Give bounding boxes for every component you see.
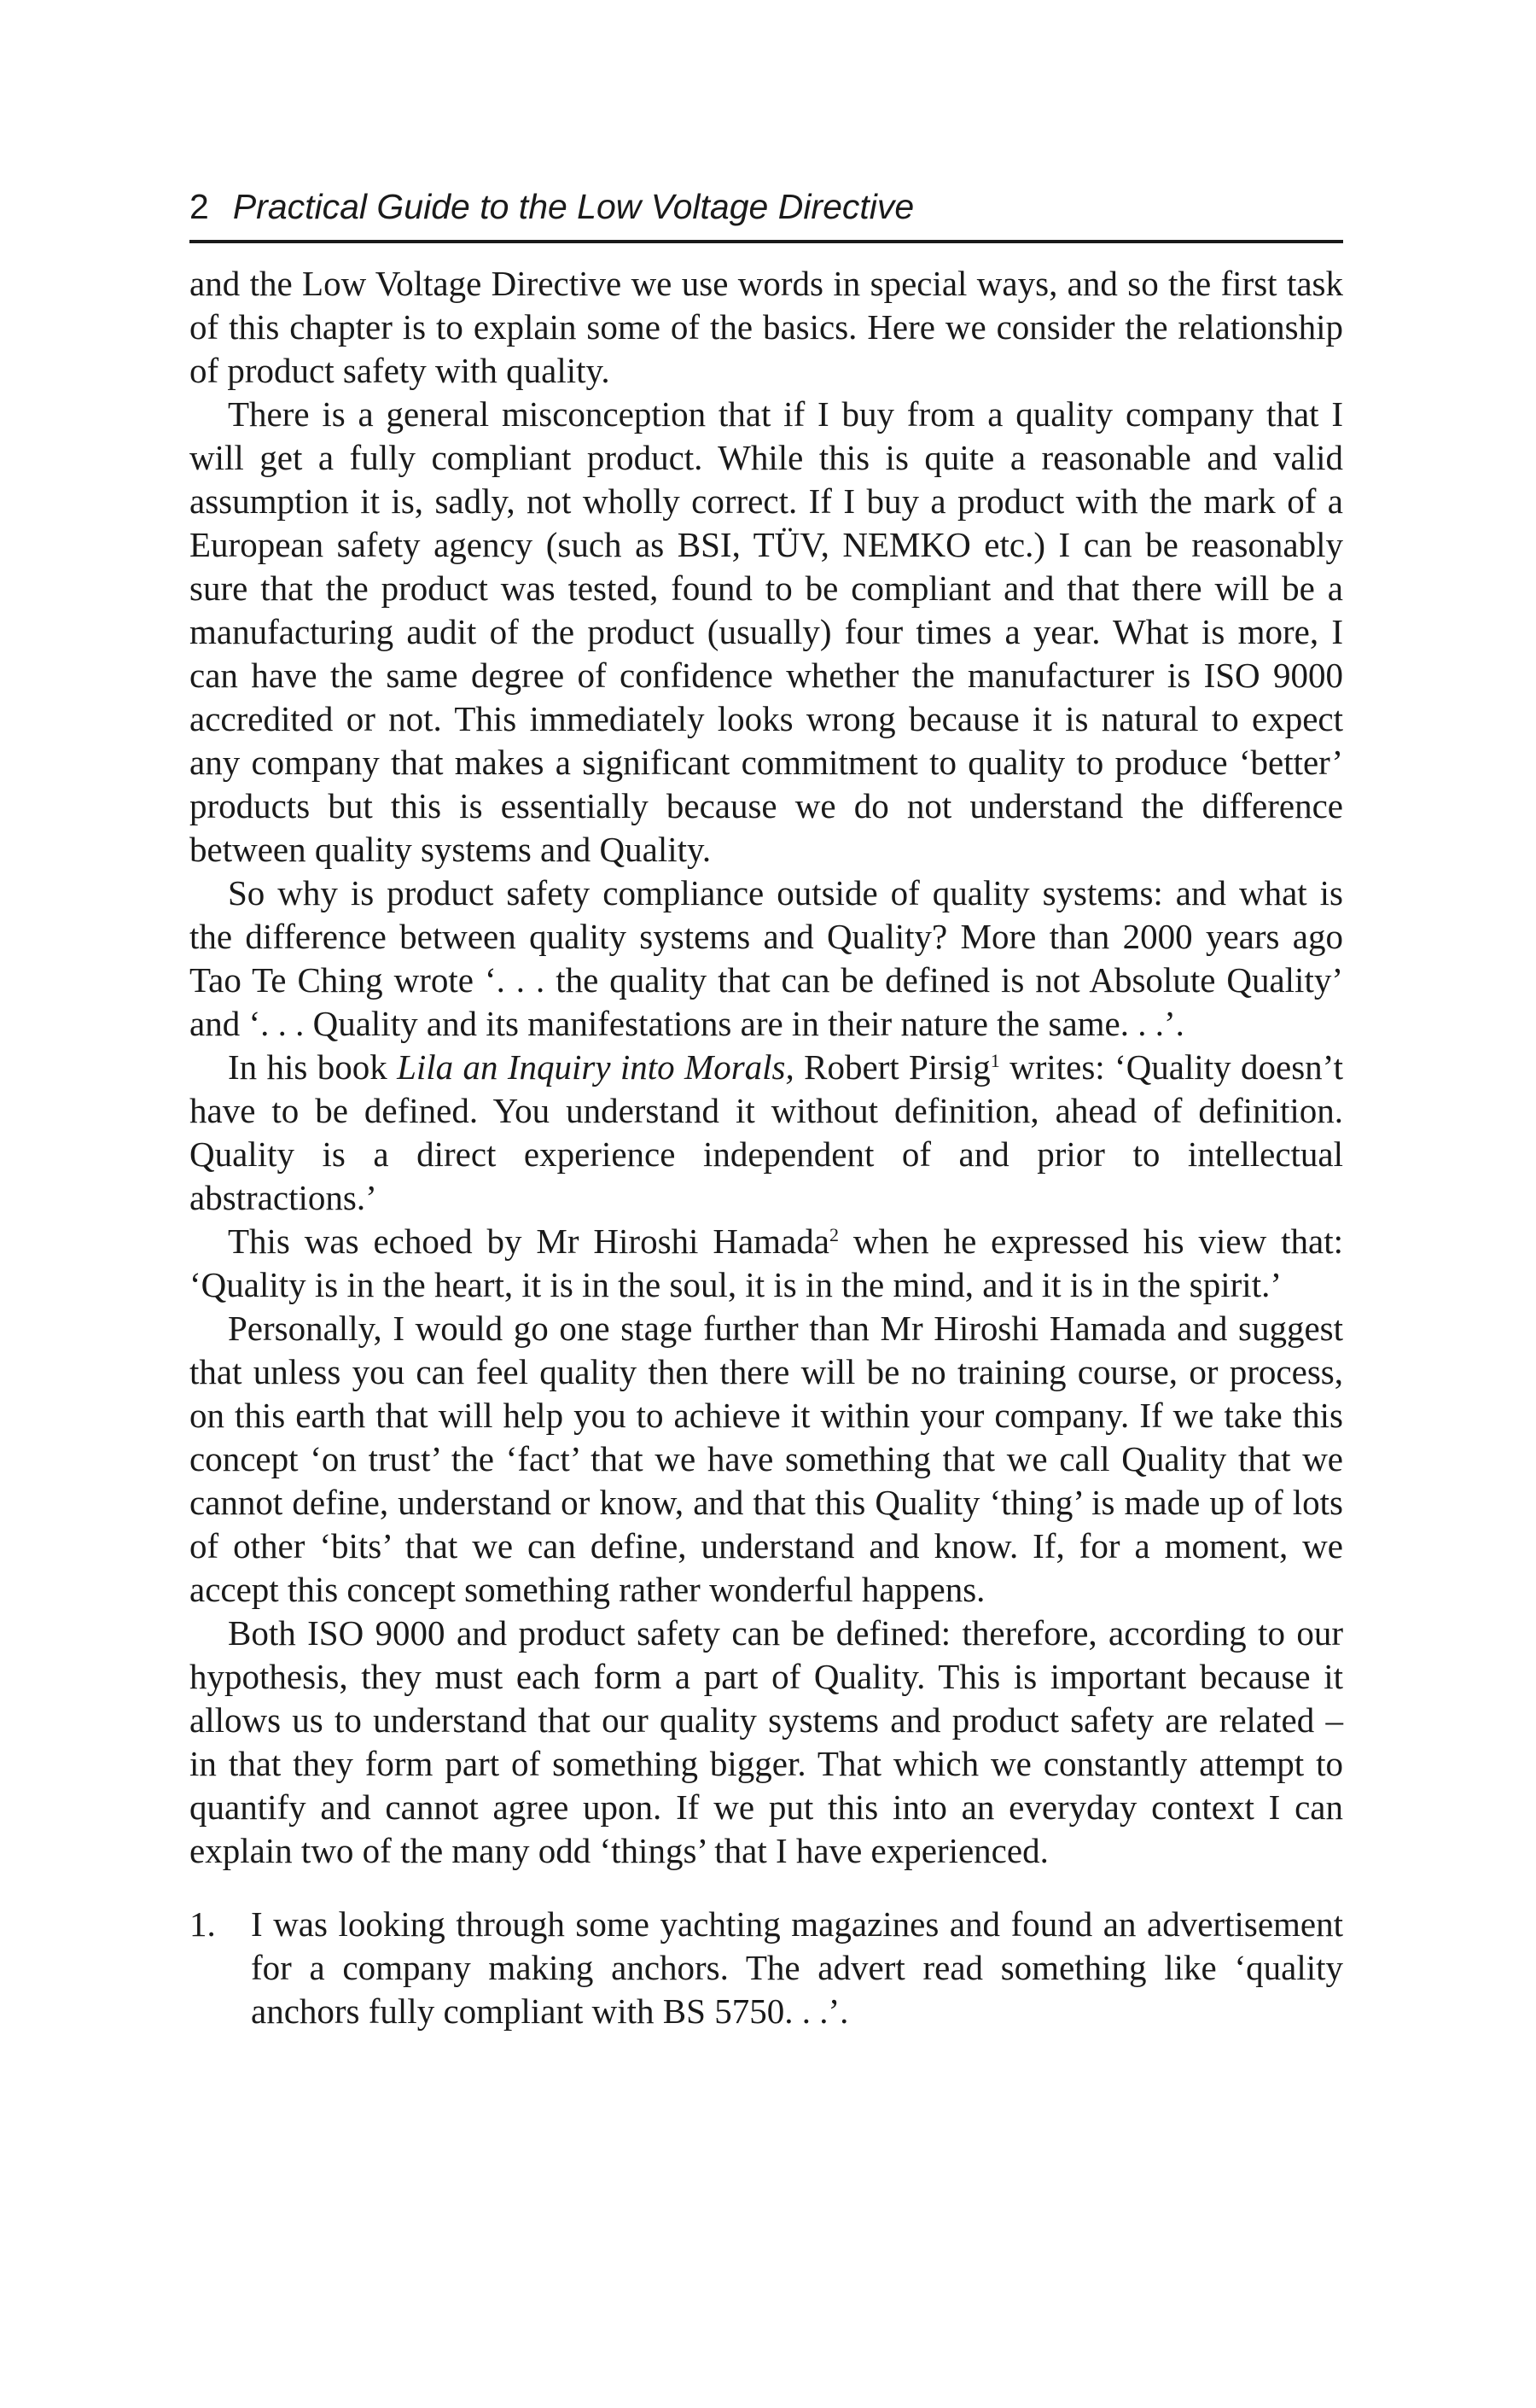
- paragraph: [189, 1220, 1343, 1307]
- paragraph-text: when he expressed his view that: ‘Quality is in the heart, it is in the soul, it is in the mind, and it is in the spirit.’: [189, 1221, 1343, 1304]
- page-number: 2: [189, 187, 209, 226]
- paragraph-text: This was echoed by Mr Hiroshi Hamada: [228, 1221, 829, 1261]
- footnote-ref: 2: [829, 1224, 839, 1245]
- paragraph: [189, 1046, 1343, 1220]
- numbered-list: [189, 1903, 1343, 2033]
- list-item-text: I was looking through some yachting magazines and found an advertisement for a company making anchors. The advert read something like ‘quality anchors fully compliant with BS 5750. . .’.: [251, 1904, 1343, 2031]
- footnote-ref: 1: [990, 1050, 1000, 1071]
- list-number: 1.: [189, 1904, 216, 1944]
- paragraph: So why is product safety compliance outside of quality systems: and what is the difference between quality systems and Quality? More than 2000 years ago Tao Te Ching wrote ‘. . . the quality that can be defined is not Absolute Quality’ and ‘. . . Quality and its manifestations are in their nature the same. . .’.: [189, 873, 1343, 1043]
- paragraph: There is a general misconception that if I buy from a quality company that I will get a fully compliant product. While this is quite a reasonable and valid assumption it is, sadly, not wholly correct. If I buy a product with the mark of a European safety agency (such as BSI, TÜV, NEMKO etc.) I can be reasonably sure that the product was tested, found to be compliant and that there will be a manufacturing audit of the product (usually) four times a year. What is more, I can have the same degree of confidence whether the manufacturer is ISO 9000 accredited or not. This immediately looks wrong because it is natural to expect any company that makes a significant commitment to quality to produce ‘better’ products but this is essentially because we do not understand the difference between quality systems and Quality.: [189, 394, 1343, 869]
- list-item: [189, 1903, 1343, 2033]
- paragraph: Both ISO 9000 and product safety can be defined: therefore, according to our hypothesis, they must each form a part of Quality. This is important because it allows us to understand that our quality systems and product safety are related – in that they form part of something bigger. That which we constantly attempt to quantify and cannot agree upon. If we put this into an everyday context I can explain two of the many odd ‘things’ that I have experienced.: [189, 1613, 1343, 1870]
- paragraph: Personally, I would go one stage further than Mr Hiroshi Hamada and suggest that unless you can feel quality then there will be no training course, or process, on this earth that will help you to achieve it within your company. If we take this concept ‘on trust’ the ‘fact’ that we have something that we call Quality that we cannot define, understand or know, and that this Quality ‘thing’ is made up of lots of other ‘bits’ that we can define, understand and know. If, for a moment, we accept this concept something rather wonderful happens.: [189, 1309, 1343, 1609]
- paragraph-text: Robert Pirsig: [794, 1047, 991, 1087]
- paragraph: and the Low Voltage Directive we use words in special ways, and so the first task of this chapter is to explain some of the basics. Here we consider the relationship of product safety with quality.: [189, 264, 1343, 390]
- book-page: [189, 189, 1343, 2033]
- paragraph-text: writes: ‘Quality doesn’t have to be defined. You understand it without definition, ahead of definition. Quality is a direct experience independent of and prior to intellectual abstractions.’: [189, 1047, 1343, 1217]
- book-title: Lila an Inquiry into Morals,: [397, 1047, 794, 1087]
- paragraph-text: In his book: [228, 1047, 398, 1087]
- running-head: [189, 189, 1343, 243]
- body-text: [189, 262, 1343, 2033]
- running-title: Practical Guide to the Low Voltage Directive: [232, 187, 915, 226]
